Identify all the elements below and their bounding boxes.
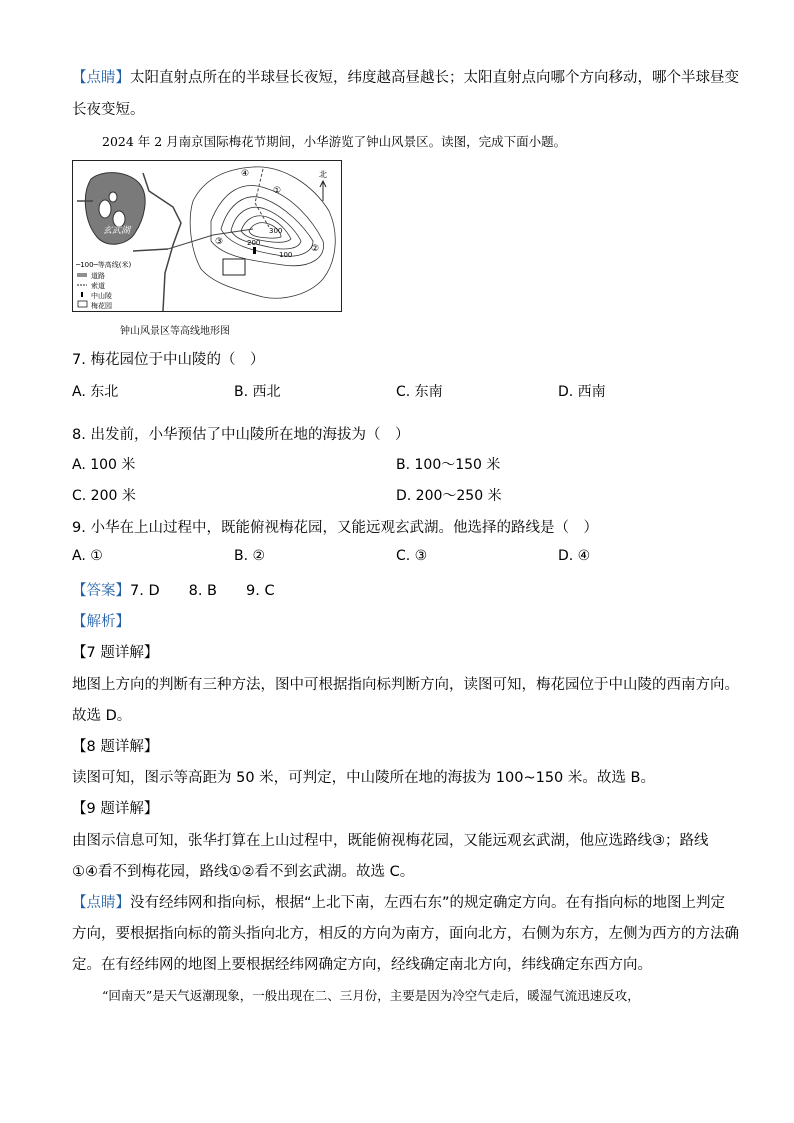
mausoleum-marker bbox=[253, 247, 256, 254]
q7-option-c: C. 东南 bbox=[396, 384, 443, 400]
tip-paragraph-1-line-2: 长夜变短。 bbox=[72, 102, 145, 118]
contour-map-svg bbox=[73, 161, 341, 311]
q9-option-a: A. ① bbox=[72, 548, 103, 564]
contour-label-300: 300 bbox=[269, 227, 283, 235]
q7-option-a: A. 东北 bbox=[72, 384, 119, 400]
legend-road: 道路 bbox=[91, 272, 105, 280]
q8-option-b: B. 100～150 米 bbox=[396, 457, 501, 473]
detail-8-heading: 【8 题详解】 bbox=[72, 739, 159, 755]
q7-option-b: B. 西北 bbox=[234, 384, 281, 400]
detail-8-line-1: 读图可知，图示等高距为 50 米，可判定，中山陵所在地的海拔为 100~150 米。故选 B。 bbox=[72, 770, 655, 786]
road bbox=[143, 173, 181, 311]
tip-paragraph-2-line-3: 定。在有经纬网的地图上要根据经纬网确定方向，经线确定南北方向，纬线确定东西方向。 bbox=[72, 957, 652, 973]
answer-line bbox=[72, 579, 275, 600]
detail-9-line-2: ①④看不到梅花园，路线①②看不到玄武湖。故选 C。 bbox=[72, 864, 415, 880]
contour-map bbox=[72, 160, 342, 312]
contour-line bbox=[190, 167, 335, 298]
lake-label: 玄武湖 bbox=[103, 226, 131, 236]
map-caption: 钟山风景区等高线地形图 bbox=[120, 326, 230, 337]
north-label: 北 bbox=[319, 170, 327, 179]
question-7-stem: 7. 梅花园位于中山陵的（ ） bbox=[72, 352, 265, 368]
lake-island bbox=[113, 211, 125, 227]
next-question-intro: “回南天”是天气返潮现象，一般出现在二、三月份，主要是因为冷空气走后，暖湿气流迅速反攻， bbox=[102, 988, 640, 1003]
tip-label: 【点睛】 bbox=[72, 895, 130, 911]
question-intro: 2024 年 2 月南京国际梅花节期间，小华游览了钟山风景区。读图，完成下面小题。 bbox=[102, 134, 567, 149]
detail-7-line-1: 地图上方向的判断有三种方法，图中可根据指向标判断方向，读图可知，梅花园位于中山陵的西南方向。 bbox=[72, 677, 739, 693]
q8-option-a: A. 100 米 bbox=[72, 457, 136, 473]
contour-label-200: 200 bbox=[247, 239, 261, 247]
question-9-stem: 9. 小华在上山过程中，既能俯视梅花园，又能远观玄武湖。他选择的路线是（ ） bbox=[72, 520, 598, 536]
q8-option-d: D. 200～250 米 bbox=[396, 488, 502, 504]
detail-9-heading: 【9 题详解】 bbox=[72, 801, 159, 817]
contour-label-100: 100 bbox=[279, 251, 293, 259]
legend-plum-garden: 梅花园 bbox=[91, 302, 112, 310]
legend-contour: ─100─等高线(米) bbox=[76, 261, 132, 269]
tip-paragraph-2-line-1: 【点睛】没有经纬网和指向标，根据“上北下南，左西右东”的规定确定方向。在有指向标的地图上判定 bbox=[72, 895, 726, 911]
route-marker-2: ② bbox=[311, 244, 320, 254]
detail-7-heading: 【7 题详解】 bbox=[72, 645, 159, 661]
tip-paragraph-1-line-1: 【点睛】太阳直射点所在的半球昼长夜短，纬度越高昼越长；太阳直射点向哪个方向移动，哪个半球昼变 bbox=[72, 70, 739, 86]
lake-island bbox=[109, 192, 117, 202]
tip-label: 【点睛】 bbox=[72, 70, 130, 86]
legend-mausoleum: 中山陵 bbox=[91, 292, 112, 300]
detail-7-line-2: 故选 D。 bbox=[72, 708, 132, 724]
answer-label: 【答案】 bbox=[72, 583, 130, 599]
contour-line bbox=[231, 207, 301, 249]
plum-garden-marker bbox=[223, 259, 245, 275]
route-marker-4: ④ bbox=[241, 169, 250, 179]
analysis-label: 【解析】 bbox=[72, 614, 130, 630]
question-8-stem: 8. 出发前，小华预估了中山陵所在地的海拔为（ ） bbox=[72, 427, 410, 443]
lake-island bbox=[99, 200, 111, 218]
q7-option-d: D. 西南 bbox=[558, 384, 606, 400]
q9-option-b: B. ② bbox=[234, 548, 266, 564]
map-legend bbox=[75, 257, 132, 310]
q8-option-c: C. 200 米 bbox=[72, 488, 136, 504]
contour-line bbox=[211, 186, 324, 266]
tip-paragraph-2-line-2: 方向，要根据指向标的箭头指向北方，相反的方向为南方，面向北方，右侧为东方，左侧为西方的方法确 bbox=[72, 926, 739, 942]
detail-9-line-1: 由图示信息可知，张华打算在上山过程中，既能俯视梅花园，又能远观玄武湖，他应选路线③；路线 bbox=[72, 833, 709, 849]
answer-text: 7. D 8. B 9. C bbox=[130, 583, 275, 599]
q9-option-d: D. ④ bbox=[558, 548, 591, 564]
route-marker-1: ① bbox=[273, 186, 282, 196]
legend-ropeway: 索道 bbox=[91, 282, 105, 290]
route-marker-3: ③ bbox=[215, 237, 224, 247]
q9-option-c: C. ③ bbox=[396, 548, 428, 564]
contour-line bbox=[221, 197, 313, 256]
road bbox=[133, 249, 168, 251]
